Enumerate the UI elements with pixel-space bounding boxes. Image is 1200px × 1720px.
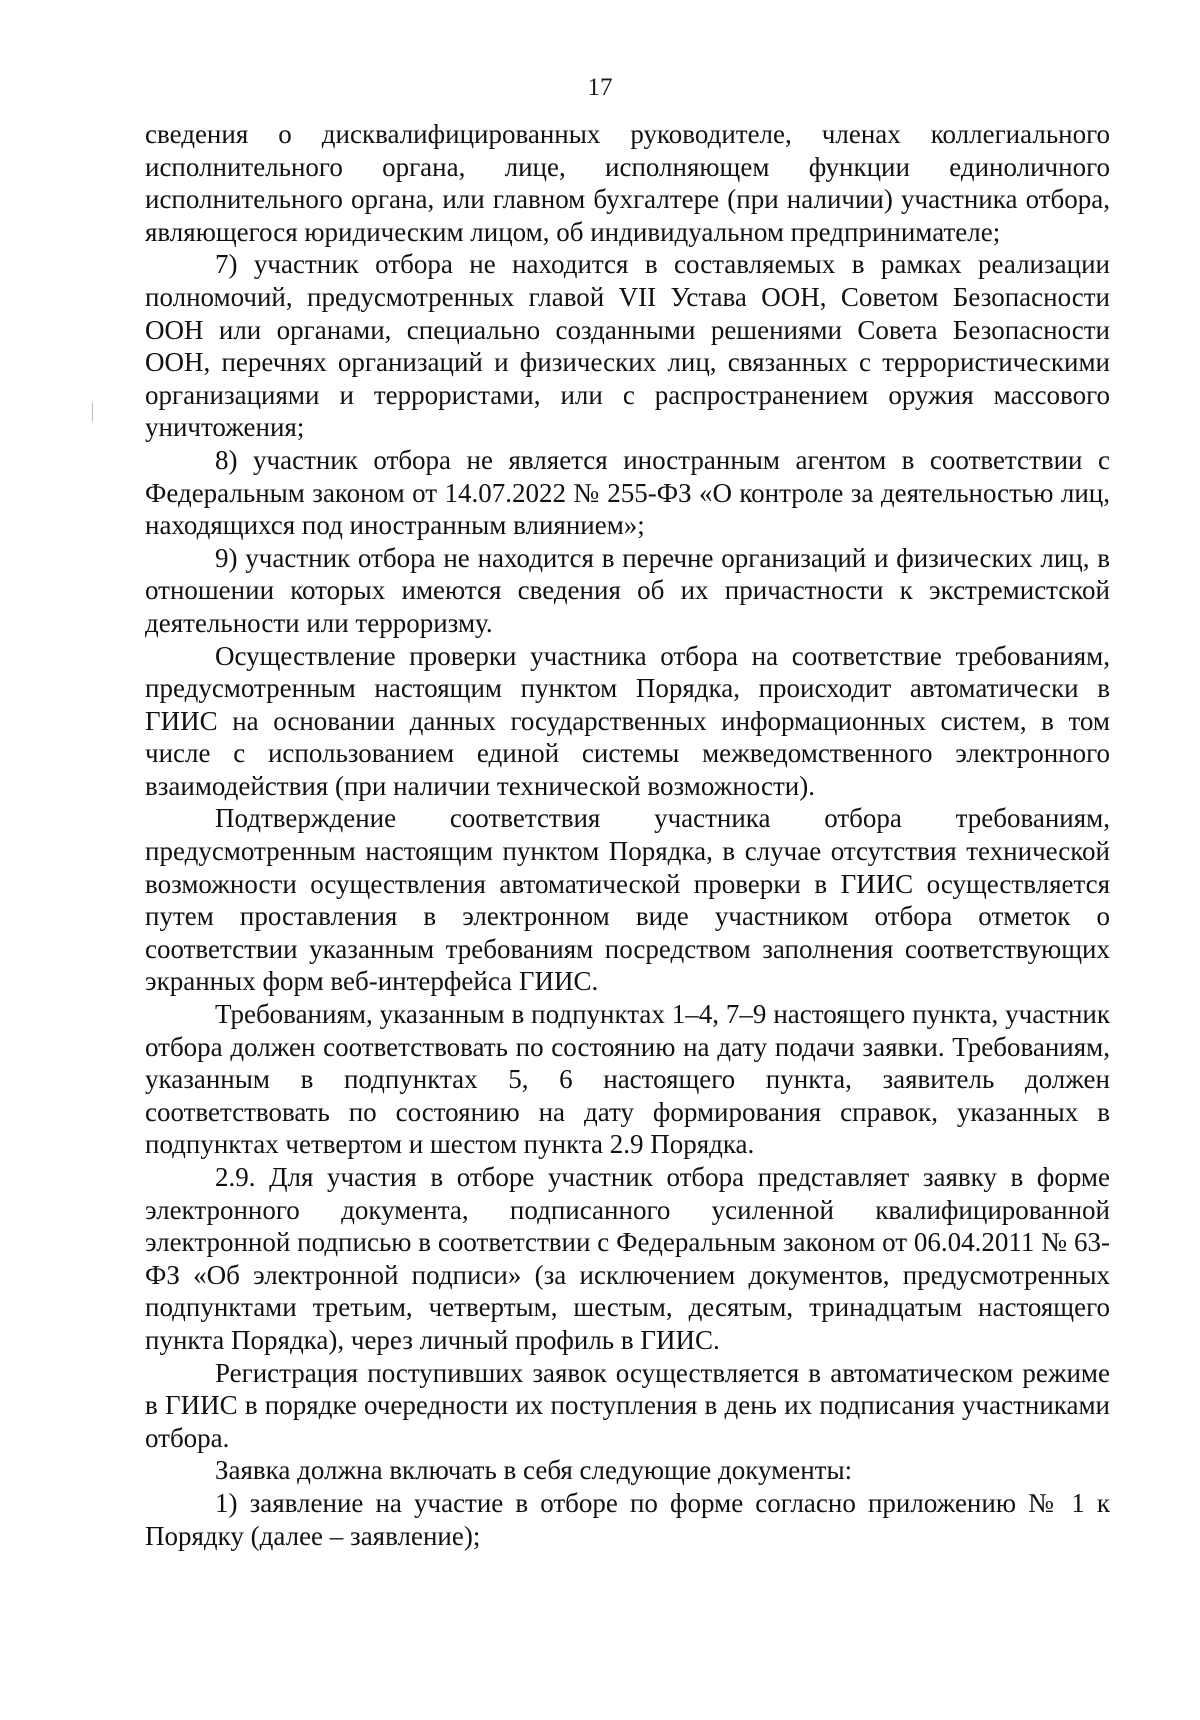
- paragraph-automatic-check: Осуществление проверки участника отбора на соответствие требованиям, предусмотренным настоящим пунктом Порядка, происходит автоматически в ГИИС на основании данных государственных информационных систем, в том числе с использованием единой системы межведомственного электронного взаимодействия (при наличии технической возможности).: [145, 640, 1110, 801]
- paragraph-item-9: 9) участник отбора не находится в перечне организаций и физических лиц, в отношении которых имеются сведения об их причастности к экстремистской деятельности или терроризму.: [145, 542, 1110, 638]
- paragraph-registration: Регистрация поступивших заявок осуществляется в автоматическом режиме в ГИИС в порядке очередности их поступления в день их подписания участниками отбора.: [145, 1357, 1110, 1453]
- paragraph-clause-2-9: 2.9. Для участия в отборе участник отбора представляет заявку в форме электронного документа, подписанного усиленной квалифицированной электронной подписью в соответствии с Федеральным законом от 06.04.2011 № 63-ФЗ «Об электронной подписи» (за исключением документов, предусмотренных подпунктами третьим, четвертым, шестым, десятым, тринадцатым настоящего пункта Порядка), через личный профиль в ГИИС.: [145, 1162, 1110, 1355]
- paragraph-item-7: 7) участник отбора не находится в составляемых в рамках реализации полномочий, предусмотренных главой VII Устава ООН, Советом Безопасности ООН или органами, специально созданными решениями Совета Безопасности ООН, перечнях организаций и физических лиц, связанных с террористическими организациями и террористами, или с распространением оружия массового уничтожения;: [145, 249, 1110, 443]
- document-body: [145, 118, 1110, 1552]
- page-number: 17: [587, 74, 613, 101]
- paragraph-documents-intro: Заявка должна включать в себя следующие документы:: [215, 1455, 853, 1486]
- margin-mark: [92, 402, 93, 422]
- paragraph-continuation: сведения о дисквалифицированных руководителе, членах коллегиального исполнительного органа, лице, исполняющем функции единоличного исполнительного органа, или главном бухгалтере (при наличии) участника отбора, являющегося юридическим лицом, об индивидуальном предпринимателе;: [145, 119, 1110, 247]
- paragraph-confirmation: Подтверждение соответствия участника отбора требованиям, предусмотренным настоящим пунктом Порядка, в случае отсутствия технической возможности осуществления автоматической проверки в ГИИС осуществляется путем проставления в электронном виде участником отбора отметок о соответствии указанным требованиям посредством заполнения соответствующих экранных форм веб-интерфейса ГИИС.: [145, 803, 1110, 997]
- paragraph-item-8: 8) участник отбора не является иностранным агентом в соответствии с Федеральным законом от 14.07.2022 № 255-ФЗ «О контроле за деятельностью лиц, находящихся под иностранным влиянием»;: [145, 444, 1110, 541]
- paragraph-requirements-dates: Требованиям, указанным в подпунктах 1–4, 7–9 настоящего пункта, участник отбора должен соответствовать по состоянию на дату подачи заявки. Требованиям, указанным в подпунктах 5, 6 настоящего пункта, заявитель должен соответствовать по состоянию на дату формирования справок, указанных в подпунктах четвертом и шестом пункта 2.9 Порядка.: [145, 999, 1110, 1160]
- paragraph-document-1: 1) заявление на участие в отборе по форме согласно приложению № 1 к Порядку (далее – заявление);: [145, 1487, 1110, 1551]
